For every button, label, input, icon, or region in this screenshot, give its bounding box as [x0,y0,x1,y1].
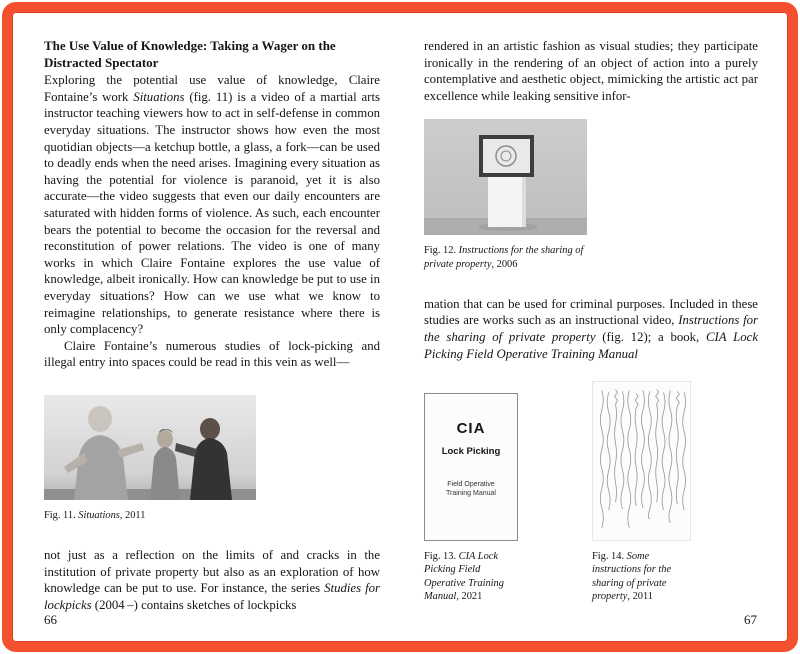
paragraph-1-text: Exploring the potential use value of knowledge, Claire Fontaine’s work [44,73,380,104]
caption-title: Some instructions for the sharing of private property [592,551,672,602]
figure-13-block [424,381,524,613]
cover-subtitle: Lock Picking [441,446,501,458]
caption-title: Instructions for the sharing of private property [424,245,584,270]
paragraph-3-text: (2004 –) contains sketches of lockpicks [91,597,297,612]
cover-title: CIA [456,420,486,438]
caption-label: Fig. 11. [44,509,79,521]
left-page [44,38,380,613]
page-number-right: 67 [744,612,757,627]
work-title-situations: Situations [133,89,185,104]
paragraph-5-text: mation that can be used for criminal purposes. Included in these studies are works such as an instructional video, [424,296,758,328]
caption-title: Situations [78,509,120,521]
section-heading: The Use Value of Knowledge: Taking a Wager on the Distracted Spectator [44,38,336,70]
page-number-left: 66 [44,612,57,627]
figure-12-caption [424,244,609,270]
paragraph-4: rendered in an artistic fashion as visual studies; they participate ironically in the rendering of an object of action into a purely contemplative and aesthetic object, mimicking the artistic act par excellence while leaking sensitive infor- [424,39,758,103]
paragraph-3 [44,547,380,613]
figure-12-installation-photo [424,119,587,235]
paragraph-3-text: not just as a reflection on the limits of and cracks in the institution of private property but also as an exploration of how knowledge can be put to use. For instance, the series [44,548,380,596]
work-title-cia-manual: CIA Lock Picking Field Operative Training Manual [424,329,758,361]
figure-11-martial-arts-photo [44,395,256,500]
caption-label: Fig. 14. [592,551,627,563]
caption-year: , 2011 [119,509,146,521]
figure-13-caption [424,550,524,603]
caption-label: Fig. 12. [424,245,459,257]
paragraph-5-text: (fig. 12); a book, [595,329,706,344]
figure-row [424,381,758,613]
work-title-instructions: Instructions for the sharing of private property [424,313,759,344]
caption-title: CIA Lock Picking Field Operative Training Manual [424,551,504,602]
paragraph-5 [424,296,758,362]
paragraph-2: Claire Fontaine’s numerous studies of lock-picking and illegal entry into spaces could be read in this vein as well— [44,338,380,370]
figure-14-caption [592,550,697,603]
caption-year: , 2006 [491,258,518,270]
figure-13-cia-manual-cover [424,393,518,541]
caption-label: Fig. 13. [424,551,459,563]
figure-14-lockpick-sketches [592,381,691,541]
cover-line-2: Training Manual [446,490,496,498]
cover-line-1: Field Operative [447,481,495,489]
figure-11-caption [44,509,380,522]
paragraph-1 [44,72,380,338]
caption-year: , 2011 [627,590,653,602]
paragraph-1-text: (fig. 11) is a video of a martial arts instructor teaching viewers how to act in self-defense in common everyday situations. The instructor shows how even the most quotidian objects—a ketchup bottle, a glass, a fork—can be used to deadly ends when the need arises. Imagining every situation as having the potential for violence is paranoid, yet it is also accurate—the video suggests that even our daily encounters are saturated with hidden forms of violence. As such, each encounter bears the potential to become the occasion for the reversal and reconstitution of power relations. The video is one of many works in which Claire Fontaine explores the use value of knowledge, albeit ironically. How can knowledge be put to use in everyday situations? How can we use what we know to reimagine relationships, to generate resistance where there is only complacency? [44,89,380,337]
figure-14-block [592,381,697,613]
caption-year: , 2021 [456,590,483,602]
work-title-studies-for-lockpicks: Studies for lockpicks [44,581,380,612]
right-page [424,38,758,613]
